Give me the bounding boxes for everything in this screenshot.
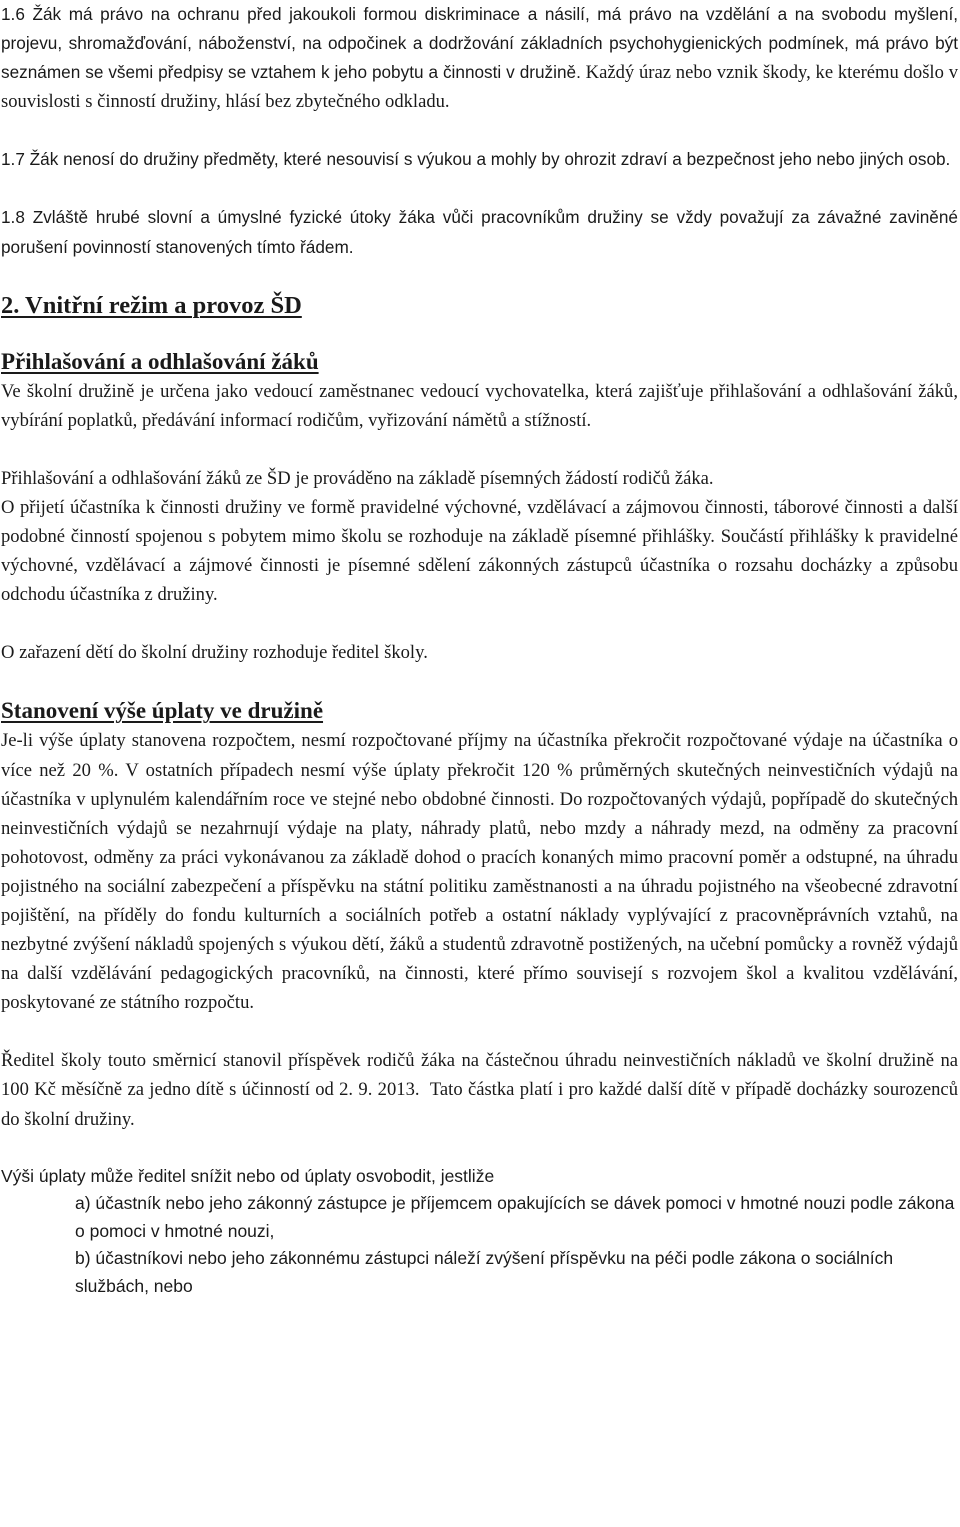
uplata-paragraph-1 [1,726,958,1017]
uplata-paragraph-1-b: V ostatních případech nesmí výše úplaty překročit 120 % průměrných skutečných neinvestičních výdajů na účastníka v uplynulém kalendářním roce ve stejné nebo obdobné činnosti. [1,759,959,810]
prihlasovani-paragraph-3-b: Součástí přihlášky k pravidelné výchovné, vzdělávací a zájmové činnosti je písemné sdělení zákonných zástupců účastníka o rozsahu docházky a způsobu odchodu účastníka z družiny. [1,526,958,606]
paragraph-1-6-text: 1.6 Žák má právo na ochranu před jakoukoli formou diskriminace a násilí, má právo na vzdělání a na svobodu myšlení, projevu, shromažďování, náboženství, na odpočinek a dodržování základních psychohygienických podmínek, má právo být seznámen se všemi předpisy se vztahem k jeho pobytu a činnosti v družině. [1,4,958,83]
uplata-paragraph-2 [1,1046,958,1133]
reduction-conditions-list [1,1190,958,1300]
uplata-paragraph-2-b: Tato částka platí i pro každé další dítě v případě docházky sourozenců do školní družiny. [1,1079,958,1130]
uplata-paragraph-1-c: Do rozpočtovaných výdajů, popřípadě do skutečných neinvestičních výdajů se nezahrnují výdaje na platy, náhrady platů, nebo mzdy a náhrady mezd, na odměny za pracovní pohotovost, odměny za práci vykonávanou za základě dohod o pracích konaných mimo pracovní poměr a odstupné, na úhradu pojistného na sociální zabezpečení a příspěvku na státní politiku zaměstnanosti a na úhradu pojistného na všeobecné zdravotní pojištění, na příděly do fondu kulturních a sociálních potřeb a ostatní náklady vyplývající z pracovněprávních vztahů, na nezbytné zvýšení nákladů spojených s výukou dětí, žáků a studentů zdravotně postižených, na učební pomůcky a rovněž výdajů na další vzdělávání pedagogických pracovníků, na činnosti, které přímo souvisejí s rozvojem škol a kvalitou vzdělávání, poskytované ze státního rozpočtu. [1,788,958,1014]
prihlasovani-paragraph-2: Přihlašování a odhlašování žáků ze ŠD je prováděno na základě písemných žádostí rodičů žáka. [1,467,714,489]
subheading-prihlasovani: Přihlašování a odhlašování žáků [1,348,319,374]
list-item: a) účastník nebo jeho zákonný zástupce je příjemcem opakujících se dávek pomoci v hmotné nouzi podle zákona o pomoci v hmotné nouzi, [75,1193,955,1241]
uplata-paragraph-1-a: Je-li výše úplaty stanovena rozpočtem, nesmí rozpočtované příjmy na účastníka překročit rozpočtované výdaje na účastníka o více než 20 %. [1,730,958,781]
paragraph-1-6-injury: Každý úraz nebo vznik škody, ke kterému došlo v souvislosti s činností družiny, hlásí bez zbytečného odkladu. [1,62,959,113]
uplata-paragraph-2-a: Ředitel školy touto směrnicí stanovil příspěvek rodičů žáka na částečnou úhradu neinvestičních nákladů ve školní družině na 100 Kč měsíčně za jedno dítě s účinností od 2. 9. 2013. [1,1050,958,1101]
list-item: b) účastníkovi nebo jeho zákonnému zástupci náleží zvýšení příspěvku na péči podle zákona o sociálních službách, nebo [75,1248,894,1296]
prihlasovani-paragraph-1: Ve školní družině je určena jako vedoucí zaměstnanec vedoucí vychovatelka, která zajišťuje přihlašování a odhlašování žáků, vybírání poplatků, předávání informací rodičům, vyřizování námětů a stížností. [1,380,958,431]
paragraph-1-8: 1.8 Zvláště hrubé slovní a úmyslné fyzické útoky žáka vůči pracovníkům družiny se vždy považují za závažné zaviněné porušení povinností stanovených tímto řádem. [1,207,958,257]
subheading-uplata: Stanovení výše úplaty ve družině [1,698,324,724]
prihlasovani-paragraph-4: O zařazení dětí do školní družiny rozhoduje ředitel školy. [1,642,428,664]
uplata-paragraph-3: Výši úplaty může ředitel snížit nebo od úplaty osvobodit, jestliže [1,1165,495,1186]
section-heading-2: 2. Vnitřní režim a provoz ŠD [1,291,302,319]
prihlasovani-paragraph-3-a: O přijetí účastníka k činnosti družiny ve formě pravidelné výchovné, vzdělávací a zájmovou činnosti, táborové činnosti a další podobné činností spojenou s pobytem mimo školu se rozhoduje na základě písemné přihlášky. [1,496,958,548]
prihlasovani-paragraph-3 [1,493,958,609]
paragraph-1-7: 1.7 Žák nenosí do družiny předměty, které nesouvisí s výukou a mohly by ohrozit zdraví a bezpečnost jeho nebo jiných osob. [1,149,951,170]
paragraph-1-6 [1,0,958,116]
